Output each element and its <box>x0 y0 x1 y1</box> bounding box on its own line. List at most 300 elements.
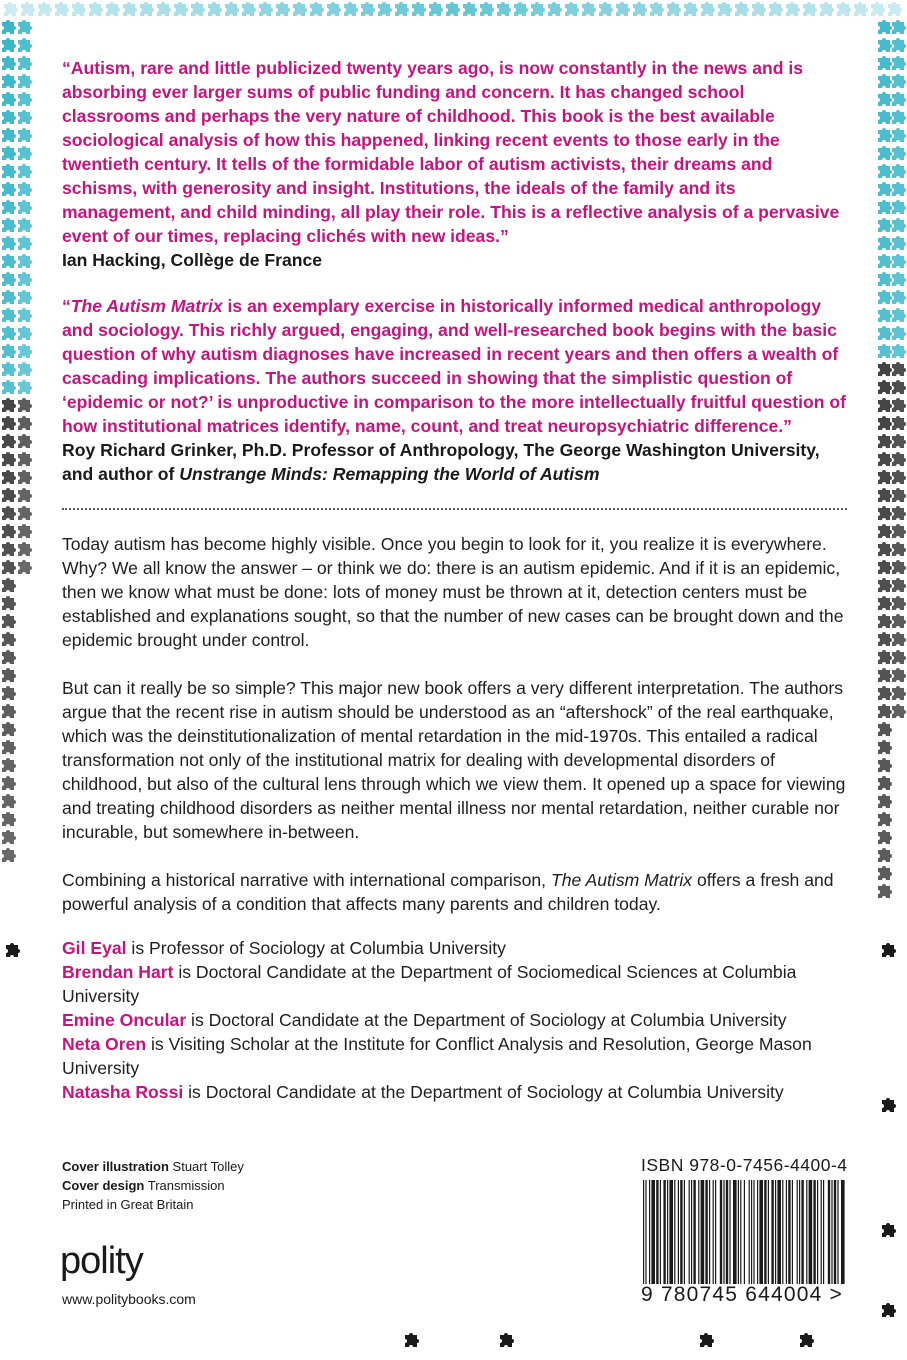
puzzle-piece <box>892 272 906 286</box>
dotted-divider <box>62 508 847 510</box>
puzzle-piece <box>735 2 749 16</box>
puzzle-piece <box>2 20 16 34</box>
puzzle-piece <box>878 632 892 646</box>
puzzle-piece <box>259 2 273 16</box>
puzzle-piece <box>803 2 817 16</box>
author-bios <box>62 936 847 1104</box>
puzzle-piece <box>2 146 16 160</box>
puzzle-piece <box>2 488 16 502</box>
puzzle-piece <box>800 1333 814 1347</box>
puzzle-piece <box>2 272 16 286</box>
barcode-bar <box>841 1180 845 1284</box>
puzzle-piece <box>2 416 16 430</box>
puzzle-piece <box>892 434 906 448</box>
cover-credits <box>62 1157 244 1214</box>
puzzle-piece <box>878 506 892 520</box>
puzzle-piece <box>878 452 892 466</box>
credit-printed: Printed in Great Britain <box>62 1197 194 1212</box>
puzzle-piece <box>878 308 892 322</box>
barcode-bar <box>786 1180 787 1284</box>
puzzle-piece <box>878 596 892 610</box>
puzzle-piece <box>892 650 906 664</box>
puzzle-piece <box>2 200 16 214</box>
puzzle-piece <box>718 2 732 16</box>
author-desc: is Professor of Sociology at Columbia University <box>126 938 506 958</box>
barcode-bar <box>771 1180 773 1284</box>
puzzle-piece <box>18 470 32 484</box>
puzzle-piece <box>878 722 892 736</box>
puzzle-piece <box>2 542 16 556</box>
puzzle-piece <box>892 542 906 556</box>
puzzle-piece <box>878 146 892 160</box>
puzzle-piece <box>892 218 906 232</box>
puzzle-piece <box>18 344 32 358</box>
puzzle-piece <box>191 2 205 16</box>
puzzle-piece <box>878 110 892 124</box>
puzzle-piece <box>878 20 892 34</box>
author-bio <box>62 936 847 960</box>
puzzle-piece <box>2 776 16 790</box>
author-name: Gil Eyal <box>62 938 127 958</box>
puzzle-piece <box>2 92 16 106</box>
quote-grinker-text: is an exemplary exercise in historically informed medical anthropology and sociology. This richly argued, engaging, and well-researched book begins with the basic question of why autism diagnoses have increased in recent years and then offers a wealth of cascading implications. The authors succeed in showing that the simplistic question of ‘epidemic or not?’ is unproductive in comparison to the more intellectually fruitful question of how institutional matrices identify, name, count, and treat neuropsychiatric difference.” <box>62 296 846 436</box>
puzzle-piece <box>2 236 16 250</box>
puzzle-piece <box>2 182 16 196</box>
puzzle-piece <box>497 2 511 16</box>
puzzle-piece <box>878 812 892 826</box>
barcode-bar <box>651 1180 655 1284</box>
puzzle-piece <box>2 812 16 826</box>
puzzle-piece <box>2 398 16 412</box>
barcode-bar <box>753 1180 754 1284</box>
puzzle-piece <box>2 848 16 862</box>
puzzle-piece <box>878 542 892 556</box>
puzzle-piece <box>878 776 892 790</box>
puzzle-piece <box>405 1333 419 1347</box>
puzzle-piece <box>123 2 137 16</box>
puzzle-piece <box>892 488 906 502</box>
puzzle-piece <box>2 218 16 232</box>
barcode-bar <box>831 1180 832 1284</box>
author-desc: is Visiting Scholar at the Institute for Conflict Analysis and Resolution, George Mason University <box>62 1034 812 1078</box>
puzzle-piece <box>878 470 892 484</box>
polity-logo: polity <box>60 1240 143 1282</box>
puzzle-piece <box>633 2 647 16</box>
puzzle-piece <box>18 74 32 88</box>
puzzle-piece <box>2 380 16 394</box>
blurb-paragraph-1: Today autism has become highly visible. Once you begin to look for it, you realize it is everywhere. Why? We all know the answer – or think we do: there is an autism epidemic. And if it is an epidemic, then we know what must be done: lots of money must be thrown at it, detection centers must be established and explanations sought, so that the number of new cases can be brought down and the epidemic brought under control. <box>62 534 844 650</box>
puzzle-piece <box>892 200 906 214</box>
barcode-bar <box>680 1180 682 1284</box>
puzzle-piece <box>769 2 783 16</box>
puzzle-piece <box>892 398 906 412</box>
puzzle-piece <box>878 884 892 898</box>
publisher-url: www.politybooks.com <box>62 1291 196 1307</box>
puzzle-piece <box>878 92 892 106</box>
puzzle-piece <box>892 236 906 250</box>
barcode-bar <box>828 1180 830 1284</box>
author-name: Natasha Rossi <box>62 1082 184 1102</box>
credit-illustration-value: Stuart Tolley <box>168 1159 244 1174</box>
puzzle-piece <box>18 200 32 214</box>
puzzle-piece <box>892 452 906 466</box>
puzzle-piece <box>878 182 892 196</box>
puzzle-piece <box>878 272 892 286</box>
puzzle-piece <box>2 290 16 304</box>
puzzle-piece <box>514 2 528 16</box>
quote-hacking: “Autism, rare and little publicized twenty years ago, is now constantly in the news and is absorbing ever larger sums of public funding and concern. It has changed school classrooms and perhaps the very nature of childhood. This book is the best available sociological analysis of how this happened, linking recent events to those early in the twentieth century. It tells of the formidable labor of autism activists, their dreams and schisms, with generosity and insight. Institutions, the ideals of the family and its management, and child minding, all play their role. This is a reflective analysis of a pervasive event of our times, replacing clichés with new ideas.” <box>62 58 840 246</box>
barcode-bar <box>645 1180 646 1284</box>
author-name: Neta Oren <box>62 1034 147 1054</box>
puzzle-piece <box>225 2 239 16</box>
puzzle-piece <box>18 488 32 502</box>
puzzle-piece <box>892 38 906 52</box>
barcode-bar <box>663 1180 665 1284</box>
barcode-bar <box>713 1180 714 1284</box>
puzzle-piece <box>2 128 16 142</box>
puzzle-piece <box>878 866 892 880</box>
barcode-bar <box>801 1180 803 1284</box>
credit-design-value: Transmission <box>144 1178 225 1193</box>
blurb-p3-title: The Autism Matrix <box>550 870 693 890</box>
barcode-bar <box>693 1180 695 1284</box>
barcode-bar <box>720 1180 722 1284</box>
puzzle-piece <box>18 272 32 286</box>
barcode-bar <box>656 1180 658 1284</box>
puzzle-piece <box>2 506 16 520</box>
puzzle-piece <box>892 560 906 574</box>
puzzle-piece <box>892 182 906 196</box>
puzzle-piece <box>892 632 906 646</box>
barcode-bar <box>759 1180 763 1284</box>
puzzle-piece <box>344 2 358 16</box>
puzzle-piece <box>38 2 52 16</box>
puzzle-piece <box>18 254 32 268</box>
blurb-p3-after: offers a fresh and powerful analysis of a condition that affects many parents and children today. <box>62 870 834 914</box>
puzzle-piece <box>18 38 32 52</box>
barcode-bar <box>726 1180 728 1284</box>
puzzle-piece <box>2 596 16 610</box>
puzzle-piece <box>892 74 906 88</box>
barcode-bar <box>764 1180 766 1284</box>
puzzle-piece <box>878 578 892 592</box>
puzzle-piece <box>18 110 32 124</box>
author-bio <box>62 1080 847 1104</box>
puzzle-piece <box>892 290 906 304</box>
puzzle-piece <box>878 38 892 52</box>
puzzle-piece <box>18 128 32 142</box>
barcode <box>641 1180 847 1284</box>
puzzle-piece <box>2 254 16 268</box>
puzzle-piece <box>18 506 32 520</box>
quote-grinker <box>62 294 847 438</box>
barcode-bar <box>749 1180 750 1284</box>
puzzle-piece <box>446 2 460 16</box>
barcode-bar <box>674 1180 675 1284</box>
barcode-bar <box>777 1180 781 1284</box>
attribution-grinker <box>62 438 847 486</box>
puzzle-piece <box>700 1333 714 1347</box>
puzzle-piece <box>18 398 32 412</box>
puzzle-piece <box>878 758 892 772</box>
barcode-bar <box>744 1180 745 1284</box>
blurb-p3-before: Combining a historical narrative with international comparison, <box>62 870 551 890</box>
puzzle-piece <box>2 830 16 844</box>
author-bio <box>62 1008 847 1032</box>
puzzle-piece <box>2 650 16 664</box>
author-desc: is Doctoral Candidate at the Department of Sociomedical Sciences at Columbia University <box>62 962 797 1006</box>
puzzle-piece <box>500 1333 514 1347</box>
puzzle-piece <box>878 848 892 862</box>
puzzle-piece <box>701 2 715 16</box>
puzzle-piece <box>892 56 906 70</box>
puzzle-piece <box>18 542 32 556</box>
puzzle-piece <box>6 943 20 957</box>
puzzle-piece <box>667 2 681 16</box>
quote-open-mark: “ <box>62 296 71 316</box>
barcode-bar <box>691 1180 692 1284</box>
barcode-bar <box>751 1180 752 1284</box>
attribution-grinker-book: Unstrange Minds: Remapping the World of Autism <box>179 464 600 484</box>
puzzle-piece <box>878 218 892 232</box>
puzzle-piece <box>878 416 892 430</box>
blurb-paragraph-2: But can it really be so simple? This major new book offers a very different interpretation. The authors argue that the recent rise in autism should be understood as an “aftershock” of the real earthquake, which was the deinstitutionalization of mental retardation in the mid-1970s. This entailed a radical transformation not only of the institutional matrix for dealing with developmental disorders of childhood, but also of the cultural lens through which we view them. It opened up a space for viewing and treating childhood disorders as neither mental illness nor mental retardation, neither curable nor incurable, but somewhere in-between. <box>62 678 846 842</box>
puzzle-piece <box>892 578 906 592</box>
puzzle-piece <box>752 2 766 16</box>
puzzle-piece <box>892 20 906 34</box>
puzzle-piece <box>878 488 892 502</box>
puzzle-piece <box>18 380 32 394</box>
puzzle-piece <box>463 2 477 16</box>
puzzle-piece <box>892 128 906 142</box>
puzzle-piece <box>2 668 16 682</box>
puzzle-piece <box>89 2 103 16</box>
barcode-bar <box>733 1180 737 1284</box>
puzzle-piece <box>892 146 906 160</box>
puzzle-piece <box>892 164 906 178</box>
puzzle-piece <box>565 2 579 16</box>
puzzle-piece <box>2 74 16 88</box>
puzzle-piece <box>882 1303 896 1317</box>
puzzle-piece <box>878 290 892 304</box>
barcode-bar <box>678 1180 679 1284</box>
barcode-bar <box>797 1180 798 1284</box>
puzzle-piece <box>684 2 698 16</box>
puzzle-piece <box>878 686 892 700</box>
puzzle-piece <box>412 2 426 16</box>
puzzle-piece <box>878 668 892 682</box>
puzzle-piece <box>361 2 375 16</box>
puzzle-piece <box>2 722 16 736</box>
author-desc: is Doctoral Candidate at the Department of Sociology at Columbia University <box>183 1082 784 1102</box>
barcode-bar <box>669 1180 673 1284</box>
puzzle-piece <box>878 524 892 538</box>
puzzle-piece <box>18 218 32 232</box>
puzzle-piece <box>854 2 868 16</box>
puzzle-piece <box>55 2 69 16</box>
barcode-bar <box>834 1180 836 1284</box>
puzzle-piece <box>892 614 906 628</box>
isbn-label: ISBN 978-0-7456-4400-4 <box>641 1155 848 1175</box>
barcode-bar <box>723 1180 724 1284</box>
puzzle-piece <box>2 560 16 574</box>
author-name: Emine Oncular <box>62 1010 187 1030</box>
puzzle-piece <box>18 92 32 106</box>
puzzle-piece <box>2 632 16 646</box>
puzzle-piece <box>892 380 906 394</box>
puzzle-piece <box>892 668 906 682</box>
puzzle-piece <box>18 362 32 376</box>
puzzle-piece <box>2 578 16 592</box>
barcode-bar <box>740 1180 741 1284</box>
puzzle-piece <box>599 2 613 16</box>
barcode-bar <box>788 1180 790 1284</box>
puzzle-piece <box>174 2 188 16</box>
puzzle-piece <box>616 2 630 16</box>
puzzle-piece <box>18 524 32 538</box>
puzzle-piece <box>882 1098 896 1112</box>
puzzle-piece <box>2 758 16 772</box>
puzzle-piece <box>327 2 341 16</box>
puzzle-piece <box>18 452 32 466</box>
puzzle-piece <box>2 704 16 718</box>
barcode-bar <box>667 1180 668 1284</box>
quote-book-title: The Autism Matrix <box>70 296 223 316</box>
puzzle-piece <box>2 470 16 484</box>
barcode-bar <box>660 1180 661 1284</box>
puzzle-piece <box>106 2 120 16</box>
puzzle-piece <box>2 326 16 340</box>
attribution-hacking: Ian Hacking, Collège de France <box>62 250 323 270</box>
puzzle-piece <box>2 434 16 448</box>
puzzle-piece <box>2 344 16 358</box>
puzzle-piece <box>140 2 154 16</box>
puzzle-piece <box>18 416 32 430</box>
puzzle-piece <box>892 254 906 268</box>
puzzle-piece <box>18 560 32 574</box>
puzzle-piece <box>878 362 892 376</box>
puzzle-piece <box>480 2 494 16</box>
barcode-bar <box>684 1180 685 1284</box>
barcode-bar <box>701 1180 705 1284</box>
puzzle-piece <box>820 2 834 16</box>
puzzle-piece <box>878 236 892 250</box>
puzzle-piece <box>892 344 906 358</box>
puzzle-piece <box>878 434 892 448</box>
puzzle-piece <box>548 2 562 16</box>
puzzle-piece <box>2 452 16 466</box>
puzzle-piece <box>892 362 906 376</box>
puzzle-piece <box>878 74 892 88</box>
puzzle-piece <box>892 416 906 430</box>
puzzle-piece <box>582 2 596 16</box>
puzzle-piece <box>378 2 392 16</box>
author-name: Brendan Hart <box>62 962 174 982</box>
puzzle-piece <box>72 2 86 16</box>
barcode-bar <box>799 1180 800 1284</box>
puzzle-piece <box>878 704 892 718</box>
puzzle-piece <box>892 524 906 538</box>
puzzle-piece <box>310 2 324 16</box>
barcode-bar <box>729 1180 730 1284</box>
puzzle-piece <box>871 2 885 16</box>
puzzle-piece <box>892 470 906 484</box>
barcode-bar <box>809 1180 813 1284</box>
barcode-bar <box>643 1180 644 1284</box>
barcode-bar <box>649 1180 650 1284</box>
puzzle-piece <box>878 560 892 574</box>
puzzle-piece <box>878 254 892 268</box>
puzzle-piece <box>18 326 32 340</box>
puzzle-piece <box>2 110 16 124</box>
puzzle-piece <box>429 2 443 16</box>
puzzle-piece <box>878 344 892 358</box>
puzzle-piece <box>2 308 16 322</box>
puzzle-piece <box>18 146 32 160</box>
puzzle-piece <box>18 56 32 70</box>
barcode-bar <box>757 1180 758 1284</box>
puzzle-piece <box>882 943 896 957</box>
puzzle-piece <box>878 380 892 394</box>
barcode-bar <box>813 1180 815 1284</box>
puzzle-piece <box>2 686 16 700</box>
puzzle-piece <box>878 326 892 340</box>
barcode-bar <box>709 1180 710 1284</box>
back-cover-content <box>62 56 847 1104</box>
credit-illustration-label: Cover illustration <box>62 1159 169 1174</box>
author-bio <box>62 960 847 1008</box>
puzzle-piece <box>2 740 16 754</box>
puzzle-piece <box>18 164 32 178</box>
puzzle-piece <box>276 2 290 16</box>
barcode-bar <box>689 1180 690 1284</box>
puzzle-piece <box>2 614 16 628</box>
puzzle-piece <box>878 650 892 664</box>
barcode-bar <box>768 1180 769 1284</box>
barcode-bar <box>738 1180 739 1284</box>
puzzle-piece <box>892 596 906 610</box>
barcode-bar <box>775 1180 776 1284</box>
puzzle-piece <box>2 164 16 178</box>
puzzle-piece <box>18 434 32 448</box>
puzzle-piece <box>2 362 16 376</box>
puzzle-piece <box>892 92 906 106</box>
barcode-bar <box>823 1180 824 1284</box>
blurb-paragraph-3 <box>62 868 847 916</box>
puzzle-piece <box>18 182 32 196</box>
barcode-bar <box>782 1180 783 1284</box>
barcode-bar <box>837 1180 838 1284</box>
puzzle-piece <box>878 56 892 70</box>
puzzle-piece <box>786 2 800 16</box>
puzzle-piece <box>2 794 16 808</box>
puzzle-piece <box>878 740 892 754</box>
puzzle-piece <box>395 2 409 16</box>
puzzle-piece <box>892 506 906 520</box>
puzzle-piece <box>837 2 851 16</box>
puzzle-piece <box>531 2 545 16</box>
puzzle-piece <box>892 686 906 700</box>
author-desc: is Doctoral Candidate at the Department of Sociology at Columbia University <box>186 1010 787 1030</box>
puzzle-piece <box>878 398 892 412</box>
puzzle-piece <box>888 2 902 16</box>
puzzle-piece <box>242 2 256 16</box>
puzzle-piece <box>21 2 35 16</box>
puzzle-piece <box>892 326 906 340</box>
puzzle-piece <box>878 614 892 628</box>
barcode-bar <box>705 1180 707 1284</box>
puzzle-piece <box>18 290 32 304</box>
